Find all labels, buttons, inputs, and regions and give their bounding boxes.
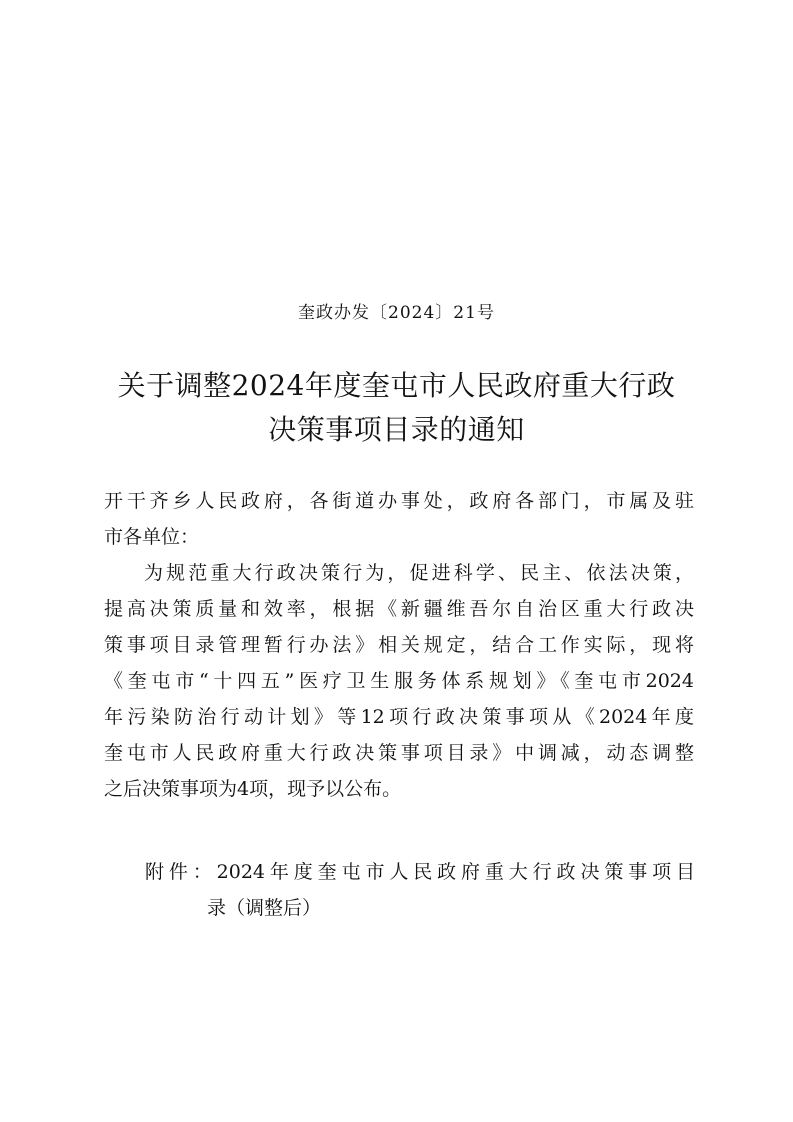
document-body (104, 483, 694, 807)
attachment-note (145, 854, 695, 926)
attachment-line-2: 录（调整后） (207, 897, 322, 919)
salutation-line-2: 市各单位： (104, 526, 200, 548)
document-title (0, 364, 793, 452)
paragraph-line-3: 策事项目录管理暂行办法》相关规定，结合工作实际，现将 (104, 634, 694, 656)
title-line-2: 决策事项目录的通知 (268, 413, 525, 446)
paragraph-line-2: 提高决策质量和效率，根据《新疆维吾尔自治区重大行政决 (104, 598, 694, 620)
document-number: 奎政办发〔2024〕21号 (298, 303, 495, 323)
attachment-line-1: 附件：2024年度奎屯市人民政府重大行政决策事项目 (145, 861, 695, 883)
title-line-1: 关于调整2024年度奎屯市人民政府重大行政 (117, 369, 676, 402)
salutation-line-1: 开干齐乡人民政府，各街道办事处，政府各部门，市属及驻 (104, 490, 694, 512)
paragraph-line-6: 奎屯市人民政府重大行政决策事项目录》中调减，动态调整 (104, 742, 694, 764)
paragraph-line-4: 《奎屯市“十四五”医疗卫生服务体系规划》《奎屯市2024 (104, 670, 694, 692)
paragraph-line-1: 为规范重大行政决策行为，促进科学、民主、依法决策， (144, 562, 694, 584)
paragraph-line-7: 之后决策事项为4项，现予以公布。 (104, 778, 402, 800)
paragraph-line-5: 年污染防治行动计划》等12项行政决策事项从《2024年度 (104, 706, 694, 728)
